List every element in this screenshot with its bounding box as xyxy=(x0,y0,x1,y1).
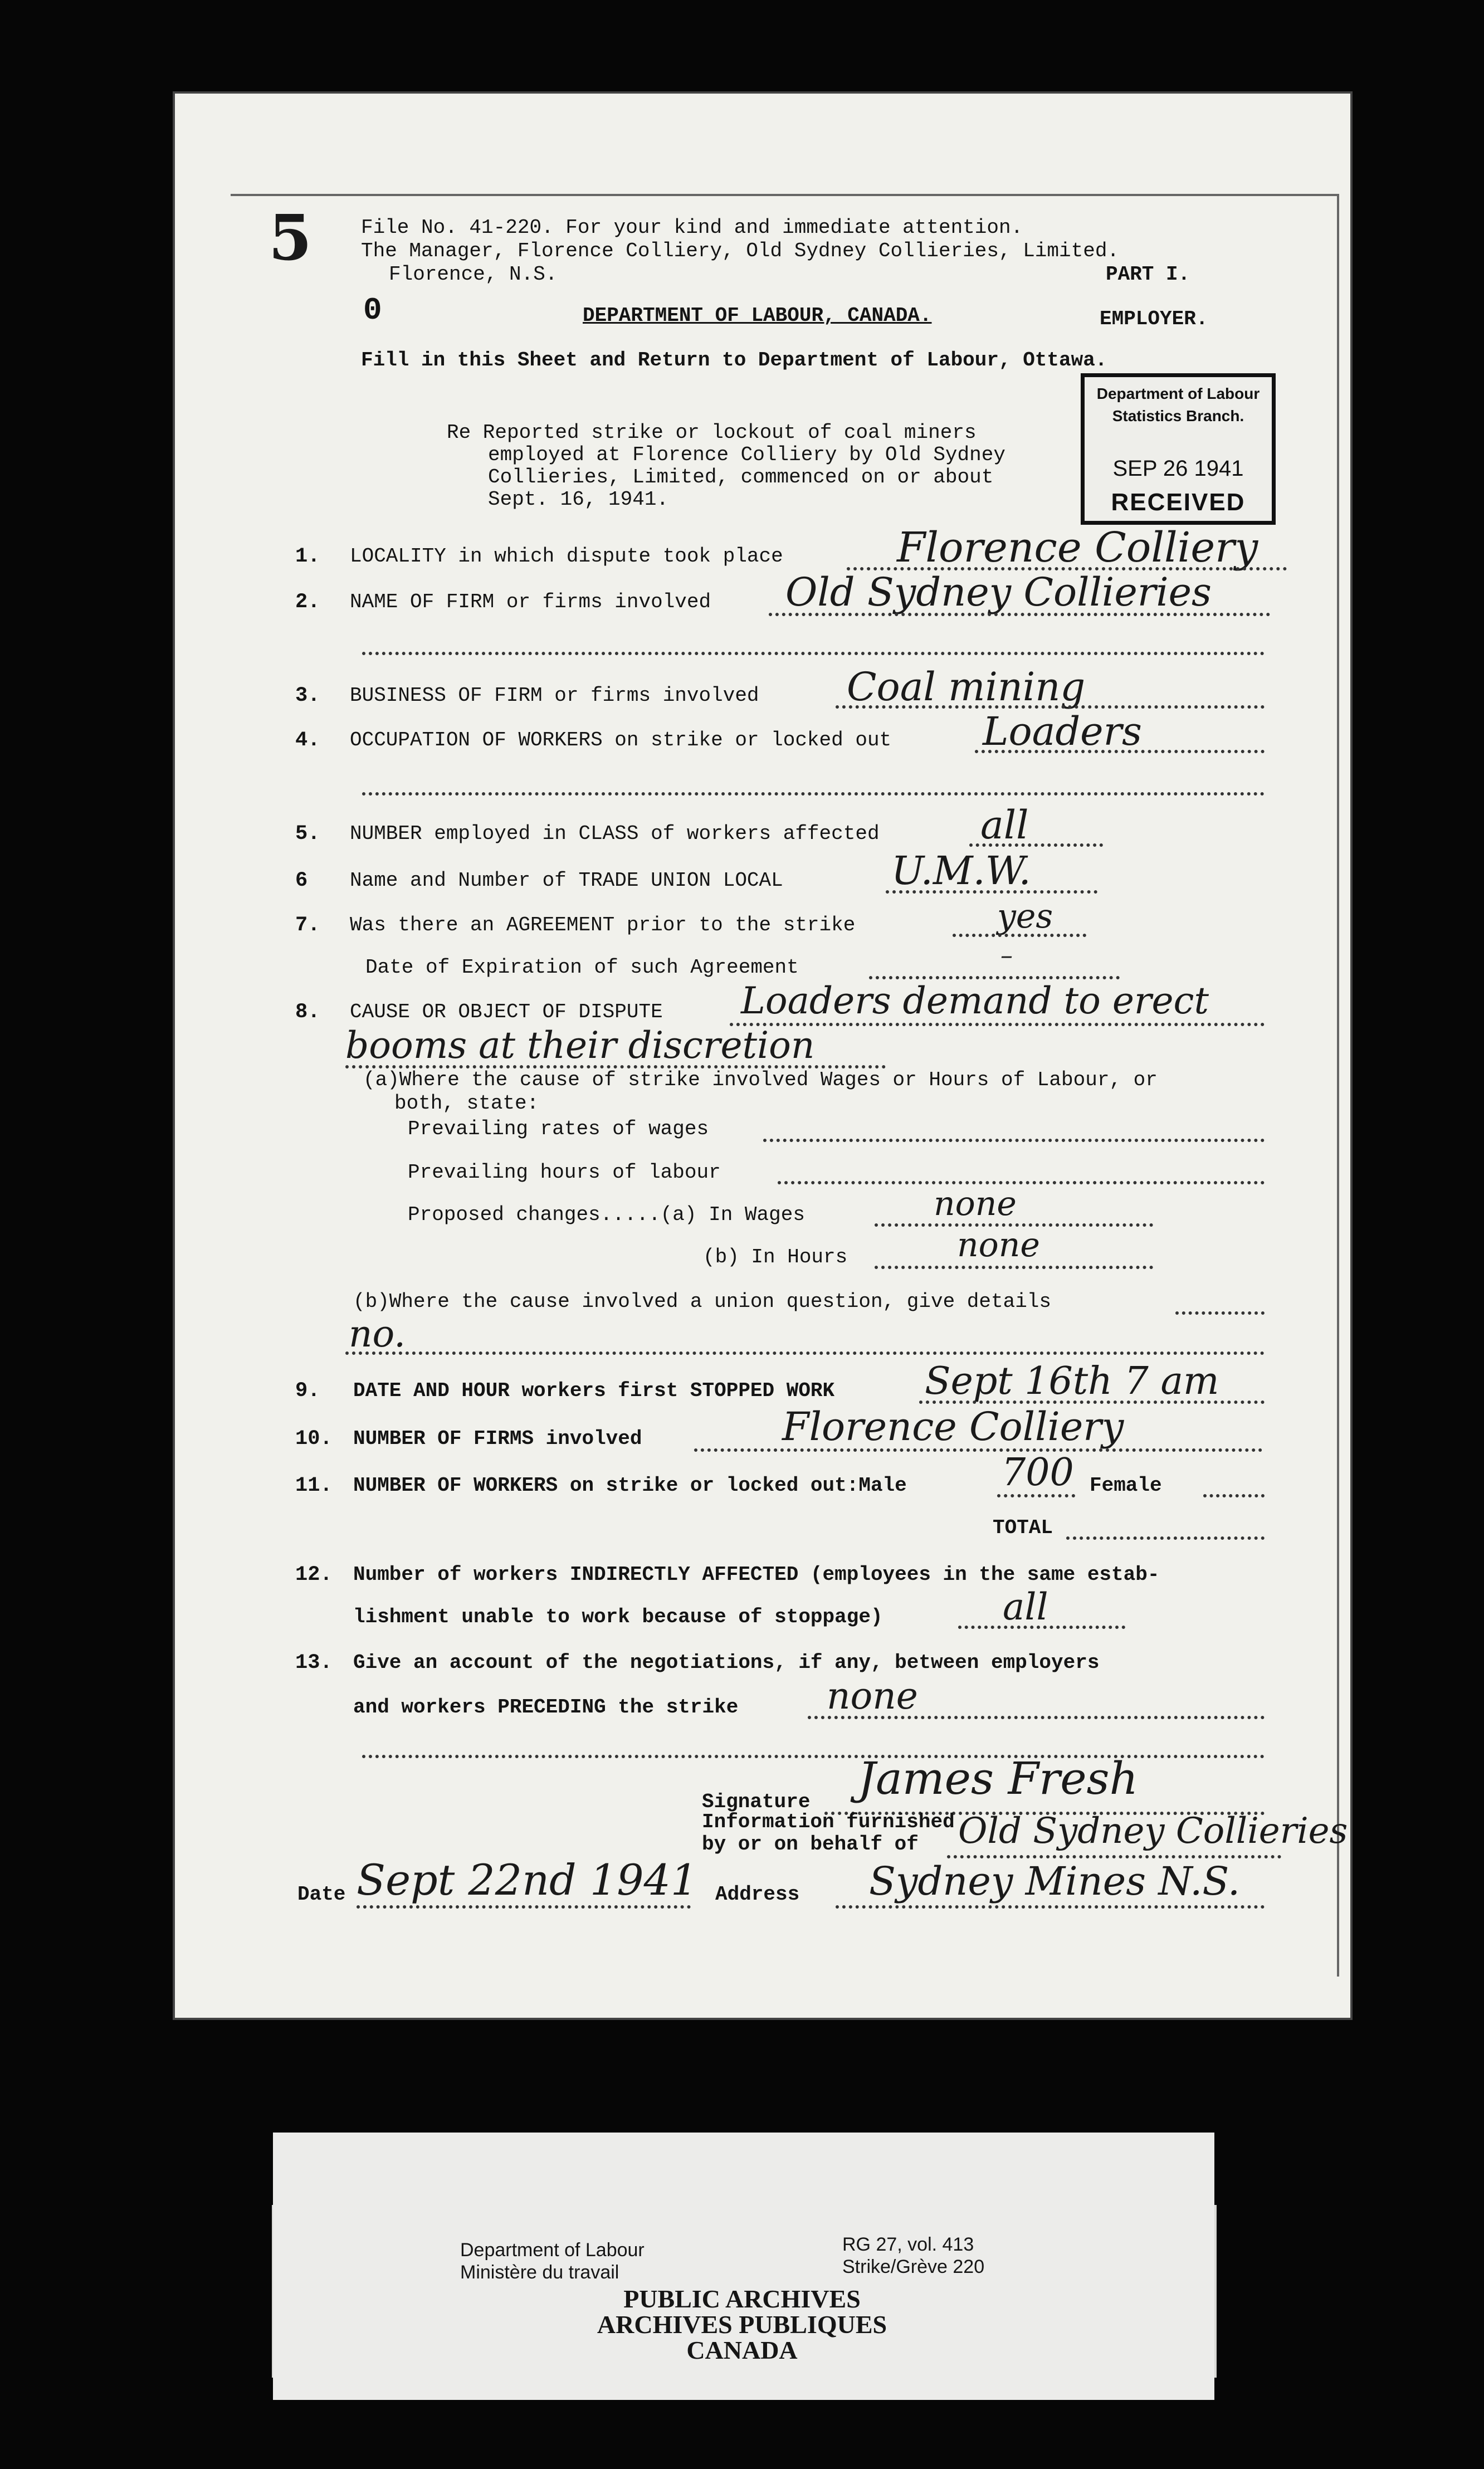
signature: James Fresh xyxy=(858,1753,1139,1804)
q2-label: NAME OF FIRM or firms involved xyxy=(350,591,711,613)
q2-answer: Old Sydney Collieries xyxy=(785,569,1212,615)
q8b-answer: no. xyxy=(349,1312,406,1355)
file-number-line: File No. 41-220. For your kind and immediate attention. xyxy=(361,216,1023,239)
q8-hours-answer: none xyxy=(957,1226,1040,1265)
q7-fill-line xyxy=(953,934,1086,937)
q8-number: 8. xyxy=(295,1001,320,1024)
q5-number: 5. xyxy=(295,822,320,846)
tag-strike: Strike/Grève 220 xyxy=(842,2256,985,2277)
q3-answer: Coal mining xyxy=(847,664,1086,710)
q8b-fill-line xyxy=(1175,1311,1265,1315)
q7-label: Was there an AGREEMENT prior to the strike xyxy=(350,914,856,936)
q9-label: DATE AND HOUR workers first STOPPED WORK xyxy=(353,1379,835,1402)
q4-answer: Loaders xyxy=(983,709,1142,754)
q2-number: 2. xyxy=(295,591,320,614)
q8-answer: Loaders demand to erect xyxy=(741,979,1209,1022)
info-line-1: Information furnished xyxy=(702,1811,955,1833)
q13-answer: none xyxy=(827,1675,918,1717)
q8-in-hours-label: (b) In Hours xyxy=(703,1246,848,1268)
tag-line-2: ARCHIVES PUBLIQUES xyxy=(597,2310,887,2339)
q7-number: 7. xyxy=(295,914,320,937)
address-answer: Sydney Mines N.S. xyxy=(869,1858,1241,1904)
department-title: DEPARTMENT OF LABOUR, CANADA. xyxy=(583,304,932,327)
q1-number: 1. xyxy=(295,545,320,568)
q10-label: NUMBER OF FIRMS involved xyxy=(353,1427,642,1450)
q11-total-fill-line xyxy=(1066,1536,1265,1540)
q4-label: OCCUPATION OF WORKERS on strike or locked out xyxy=(350,729,892,752)
info-line-2: by or on behalf of xyxy=(702,1833,919,1856)
q5-label: NUMBER employed in CLASS of workers affected xyxy=(350,822,880,845)
q7-sub-answer: – xyxy=(1000,941,1013,970)
manager-line: The Manager, Florence Colliery, Old Sydney Collieries, Limited. xyxy=(361,240,1120,262)
received-stamp xyxy=(1081,373,1276,525)
q13-line-1: Give an account of the negotiations, if any, between employers xyxy=(353,1651,1100,1674)
q6-label: Name and Number of TRADE UNION LOCAL xyxy=(350,869,783,892)
margin-mark: 5 xyxy=(269,202,312,275)
q6-fill-line xyxy=(886,890,1097,894)
q3-label: BUSINESS OF FIRM or firms involved xyxy=(350,684,759,707)
q5-answer: all xyxy=(980,802,1029,848)
q11-number: 11. xyxy=(295,1474,333,1497)
q8-hours-fill-line xyxy=(778,1181,1265,1184)
q11-male-fill-line xyxy=(997,1494,1075,1497)
tag-dept-fr: Ministère du travail xyxy=(460,2262,619,2283)
stamp-status: RECEIVED xyxy=(1111,489,1246,516)
date-answer: Sept 22nd 1941 xyxy=(357,1855,698,1905)
circle-mark: 0 xyxy=(363,292,382,328)
date-fill-line xyxy=(357,1905,691,1909)
q11-male-answer: 700 xyxy=(1002,1451,1074,1495)
q13-number: 13. xyxy=(295,1651,333,1675)
q8-in-hours-fill-line xyxy=(875,1266,1153,1269)
q8b-fill-line-2 xyxy=(345,1351,1265,1355)
address-fill-line xyxy=(836,1905,1265,1909)
instruction-line: Fill in this Sheet and Return to Department of Labour, Ottawa. xyxy=(361,349,1107,372)
q8-proposed-label: Proposed changes.....(a) In Wages xyxy=(408,1203,805,1226)
q4-fill-line xyxy=(975,750,1265,753)
tag-line-3: CANADA xyxy=(686,2336,798,2364)
q10-number: 10. xyxy=(295,1427,333,1451)
re-line-2: employed at Florence Colliery by Old Sydney xyxy=(488,443,1005,466)
q7-answer: yes xyxy=(997,897,1053,936)
q4-fill-line-2 xyxy=(362,792,1265,796)
q8-wages-answer: none xyxy=(934,1184,1017,1223)
q12-answer: all xyxy=(1003,1585,1048,1628)
q11-female-fill-line xyxy=(1203,1494,1265,1497)
location-line: Florence, N.S. xyxy=(389,263,558,286)
q8b-line: (b)Where the cause involved a union question, give details xyxy=(353,1290,1052,1313)
q10-fill-line xyxy=(694,1448,1262,1452)
part-label: PART I. xyxy=(1106,263,1190,286)
tag-dept-en: Department of Labour xyxy=(460,2239,645,2261)
q8a-line-2: both, state: xyxy=(394,1092,539,1115)
q11-total-label: TOTAL xyxy=(993,1516,1053,1539)
q10-answer: Florence Colliery xyxy=(782,1404,1124,1450)
q8a-line-1: (a)Where the cause of strike involved Wages or Hours of Labour, or xyxy=(363,1068,1158,1091)
q12-line-1: Number of workers INDIRECTLY AFFECTED (employees in the same estab- xyxy=(353,1563,1160,1586)
q8-hours-label: Prevailing hours of labour xyxy=(408,1161,721,1184)
q3-number: 3. xyxy=(295,684,320,707)
q12-line-2: lishment unable to work because of stoppage) xyxy=(353,1606,883,1628)
q2-fill-line xyxy=(769,613,1270,616)
on-behalf-answer: Old Sydney Collieries xyxy=(958,1811,1348,1852)
employer-label: EMPLOYER. xyxy=(1100,308,1208,330)
q12-number: 12. xyxy=(295,1563,333,1587)
q9-answer: Sept 16th 7 am xyxy=(925,1359,1219,1403)
address-label: Address xyxy=(715,1883,800,1906)
q9-number: 9. xyxy=(295,1379,320,1403)
q6-number: 6 xyxy=(295,869,308,892)
q5-fill-line xyxy=(969,843,1103,847)
q8-answer-line-2: booms at their discretion xyxy=(345,1024,815,1067)
tag-line-1: PUBLIC ARCHIVES xyxy=(623,2285,861,2313)
q6-answer: U.M.W. xyxy=(891,848,1031,894)
re-line-4: Sept. 16, 1941. xyxy=(488,488,669,511)
date-label: Date xyxy=(297,1883,346,1906)
q13-fill-line xyxy=(808,1716,1265,1719)
stamp-line-2: Statistics Branch. xyxy=(1112,407,1244,424)
q8-rates-fill-line xyxy=(763,1139,1265,1142)
q11-female-label: Female xyxy=(1090,1474,1162,1497)
signature-label: Signature xyxy=(702,1790,811,1813)
q1-label: LOCALITY in which dispute took place xyxy=(350,545,783,568)
tag-ref: RG 27, vol. 413 xyxy=(842,2234,974,2255)
q12-fill-line xyxy=(958,1626,1125,1629)
re-line-3: Collieries, Limited, commenced on or about xyxy=(488,466,994,489)
q13-line-2: and workers PRECEDING the strike xyxy=(353,1696,739,1719)
re-line-1: Re Reported strike or lockout of coal miners xyxy=(447,421,977,444)
q2-fill-line-2 xyxy=(362,652,1265,655)
q4-number: 4. xyxy=(295,729,320,752)
q8-label: CAUSE OR OBJECT OF DISPUTE xyxy=(350,1001,663,1023)
q1-answer: Florence Colliery xyxy=(897,524,1258,572)
stamp-line-1: Department of Labour xyxy=(1096,385,1260,402)
stamp-date: SEP 26 1941 xyxy=(1112,456,1244,481)
q7-sub-label: Date of Expiration of such Agreement xyxy=(365,956,799,979)
q11-label: NUMBER OF WORKERS on strike or locked out:Male xyxy=(353,1474,907,1497)
q8-rates-label: Prevailing rates of wages xyxy=(408,1118,709,1140)
